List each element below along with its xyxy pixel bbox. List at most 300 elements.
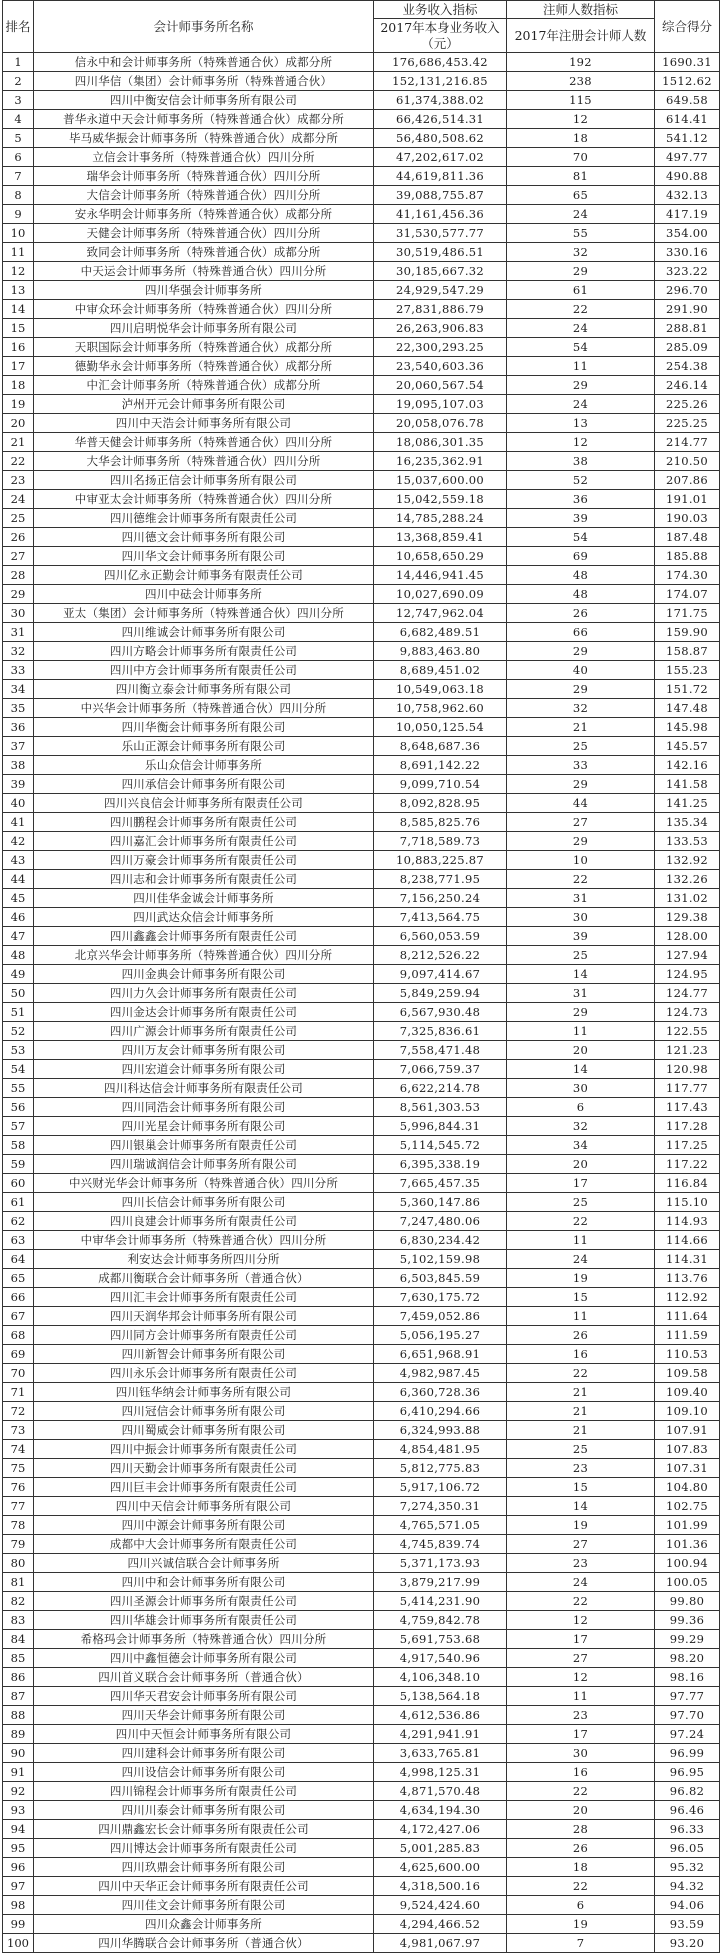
rank-cell: 12 (3, 262, 34, 281)
header-cpa-group: 注师人数指标 (507, 1, 655, 19)
table-row (3, 528, 720, 547)
rank-cell: 97 (3, 1877, 34, 1896)
score-cell: 171.75 (655, 604, 720, 623)
cpa-count-cell: 26 (507, 604, 655, 623)
table-row (3, 1763, 720, 1782)
firm-name-cell: 四川兴良信会计师事务所有限责任公司 (34, 794, 374, 813)
header-rank: 排名 (3, 1, 34, 53)
score-cell: 323.22 (655, 262, 720, 281)
firm-name-cell: 四川亿永正勤会计师事务有限责任公司 (34, 566, 374, 585)
rank-cell: 38 (3, 756, 34, 775)
table-row (3, 1117, 720, 1136)
score-cell: 97.77 (655, 1687, 720, 1706)
score-cell: 190.03 (655, 509, 720, 528)
firm-name-cell: 四川中方会计师事务所有限责任公司 (34, 661, 374, 680)
rank-cell: 50 (3, 984, 34, 1003)
score-cell: 159.90 (655, 623, 720, 642)
cpa-count-cell: 54 (507, 528, 655, 547)
cpa-count-cell: 19 (507, 1269, 655, 1288)
score-cell: 113.76 (655, 1269, 720, 1288)
cpa-count-cell: 29 (507, 832, 655, 851)
score-cell: 117.43 (655, 1098, 720, 1117)
rank-cell: 29 (3, 585, 34, 604)
revenue-cell: 5,056,195.27 (374, 1326, 507, 1345)
rank-cell: 35 (3, 699, 34, 718)
score-cell: 97.70 (655, 1706, 720, 1725)
cpa-count-cell: 25 (507, 946, 655, 965)
rank-cell: 19 (3, 395, 34, 414)
rank-cell: 59 (3, 1155, 34, 1174)
table-row (3, 1687, 720, 1706)
table-row (3, 300, 720, 319)
cpa-count-cell: 33 (507, 756, 655, 775)
revenue-cell: 7,459,052.86 (374, 1307, 507, 1326)
revenue-cell: 4,765,571.05 (374, 1516, 507, 1535)
table-row (3, 1459, 720, 1478)
rank-cell: 79 (3, 1535, 34, 1554)
table-row (3, 1402, 720, 1421)
revenue-cell: 5,414,231.90 (374, 1592, 507, 1611)
table-row (3, 167, 720, 186)
cpa-count-cell: 30 (507, 908, 655, 927)
rank-cell: 88 (3, 1706, 34, 1725)
firm-name-cell: 乐山正源会计师事务所有限公司 (34, 737, 374, 756)
score-cell: 122.55 (655, 1022, 720, 1041)
score-cell: 117.77 (655, 1079, 720, 1098)
revenue-cell: 5,917,106.72 (374, 1478, 507, 1497)
table-row (3, 1250, 720, 1269)
rank-cell: 90 (3, 1744, 34, 1763)
revenue-cell: 8,689,451.02 (374, 661, 507, 680)
revenue-cell: 22,300,293.25 (374, 338, 507, 357)
cpa-count-cell: 40 (507, 661, 655, 680)
rank-cell: 22 (3, 452, 34, 471)
cpa-count-cell: 20 (507, 1041, 655, 1060)
cpa-count-cell: 36 (507, 490, 655, 509)
score-cell: 541.12 (655, 129, 720, 148)
header-revenue-group: 业务收入指标 (374, 1, 507, 19)
firm-name-cell: 立信会计事务所（特殊普通合伙）四川分所 (34, 148, 374, 167)
score-cell: 296.70 (655, 281, 720, 300)
rank-cell: 10 (3, 224, 34, 243)
score-cell: 121.23 (655, 1041, 720, 1060)
table-row (3, 148, 720, 167)
score-cell: 174.30 (655, 566, 720, 585)
cpa-count-cell: 11 (507, 1022, 655, 1041)
score-cell: 210.50 (655, 452, 720, 471)
score-cell: 614.41 (655, 110, 720, 129)
table-row (3, 699, 720, 718)
cpa-count-cell: 22 (507, 300, 655, 319)
revenue-cell: 31,530,577.77 (374, 224, 507, 243)
table-header (3, 1, 720, 53)
cpa-count-cell: 24 (507, 319, 655, 338)
score-cell: 99.36 (655, 1611, 720, 1630)
table-row (3, 1212, 720, 1231)
table-row (3, 794, 720, 813)
firm-name-cell: 四川同方会计师事务所有限责任公司 (34, 1326, 374, 1345)
rank-cell: 65 (3, 1269, 34, 1288)
table-row (3, 870, 720, 889)
revenue-cell: 152,131,216.85 (374, 72, 507, 91)
firm-name-cell: 中汇会计师事务所（特殊普通合伙）成都分所 (34, 376, 374, 395)
rank-cell: 17 (3, 357, 34, 376)
score-cell: 96.33 (655, 1820, 720, 1839)
rank-cell: 89 (3, 1725, 34, 1744)
rank-cell: 51 (3, 1003, 34, 1022)
score-cell: 93.59 (655, 1915, 720, 1934)
score-cell: 291.90 (655, 300, 720, 319)
firm-name-cell: 四川中和会计师事务所有限公司 (34, 1573, 374, 1592)
table-row (3, 1630, 720, 1649)
cpa-count-cell: 34 (507, 1136, 655, 1155)
revenue-cell: 5,360,147.86 (374, 1193, 507, 1212)
score-cell: 490.88 (655, 167, 720, 186)
cpa-count-cell: 16 (507, 1763, 655, 1782)
score-cell: 141.25 (655, 794, 720, 813)
revenue-cell: 4,745,839.74 (374, 1535, 507, 1554)
table-row (3, 338, 720, 357)
cpa-count-cell: 31 (507, 889, 655, 908)
firm-name-cell: 四川天润华邦会计师事务所有限公司 (34, 1307, 374, 1326)
revenue-cell: 7,325,836.61 (374, 1022, 507, 1041)
cpa-count-cell: 12 (507, 433, 655, 452)
revenue-cell: 10,549,063.18 (374, 680, 507, 699)
cpa-count-cell: 16 (507, 1345, 655, 1364)
revenue-cell: 6,410,294.66 (374, 1402, 507, 1421)
firm-name-cell: 四川长信会计师事务所有限公司 (34, 1193, 374, 1212)
score-cell: 133.53 (655, 832, 720, 851)
cpa-count-cell: 14 (507, 965, 655, 984)
revenue-cell: 5,102,159.98 (374, 1250, 507, 1269)
table-row (3, 433, 720, 452)
cpa-count-cell: 24 (507, 205, 655, 224)
table-row (3, 1041, 720, 1060)
cpa-count-cell: 66 (507, 623, 655, 642)
revenue-cell: 9,099,710.54 (374, 775, 507, 794)
revenue-cell: 9,883,463.80 (374, 642, 507, 661)
table-row (3, 1535, 720, 1554)
revenue-cell: 47,202,617.02 (374, 148, 507, 167)
score-cell: 104.80 (655, 1478, 720, 1497)
table-row (3, 1649, 720, 1668)
revenue-cell: 5,812,775.83 (374, 1459, 507, 1478)
cpa-count-cell: 52 (507, 471, 655, 490)
revenue-cell: 15,037,600.00 (374, 471, 507, 490)
table-row (3, 1003, 720, 1022)
revenue-cell: 4,854,481.95 (374, 1440, 507, 1459)
cpa-count-cell: 28 (507, 1820, 655, 1839)
cpa-count-cell: 18 (507, 129, 655, 148)
table-row (3, 1022, 720, 1041)
revenue-cell: 6,360,728.36 (374, 1383, 507, 1402)
table-row (3, 1269, 720, 1288)
rank-cell: 18 (3, 376, 34, 395)
score-cell: 128.00 (655, 927, 720, 946)
firm-name-cell: 四川兴诚信联合会计师事务所 (34, 1554, 374, 1573)
score-cell: 288.81 (655, 319, 720, 338)
header-firm-name: 会计师事务所名称 (34, 1, 374, 53)
cpa-count-cell: 13 (507, 414, 655, 433)
rank-cell: 25 (3, 509, 34, 528)
firm-name-cell: 中审众环会计师事务所（特殊普通合伙）四川分所 (34, 300, 374, 319)
firm-name-cell: 四川华雄会计师事务所有限责任公司 (34, 1611, 374, 1630)
score-cell: 98.20 (655, 1649, 720, 1668)
firm-name-cell: 四川金达会计师事务所有限责任公司 (34, 1003, 374, 1022)
revenue-cell: 5,001,285.83 (374, 1839, 507, 1858)
firm-name-cell: 中天运会计师事务所（特殊普通合伙）四川分所 (34, 262, 374, 281)
score-cell: 102.75 (655, 1497, 720, 1516)
firm-name-cell: 成都中大会计师事务所有限责任公司 (34, 1535, 374, 1554)
firm-name-cell: 四川方略会计师事务所有限责任公司 (34, 642, 374, 661)
score-cell: 330.16 (655, 243, 720, 262)
revenue-cell: 4,106,348.10 (374, 1668, 507, 1687)
table-row (3, 965, 720, 984)
table-row (3, 756, 720, 775)
revenue-cell: 7,718,589.73 (374, 832, 507, 851)
cpa-count-cell: 22 (507, 870, 655, 889)
firm-name-cell: 四川中天恒会计师事务所有限公司 (34, 1725, 374, 1744)
firm-name-cell: 中兴华会计师事务所（特殊普通合伙）四川分所 (34, 699, 374, 718)
cpa-count-cell: 55 (507, 224, 655, 243)
rank-cell: 49 (3, 965, 34, 984)
cpa-count-cell: 21 (507, 1421, 655, 1440)
table-row (3, 509, 720, 528)
firm-name-cell: 四川博达会计师事务所有限责任公司 (34, 1839, 374, 1858)
score-cell: 107.91 (655, 1421, 720, 1440)
cpa-count-cell: 48 (507, 585, 655, 604)
score-cell: 135.34 (655, 813, 720, 832)
firm-name-cell: 希格玛会计师事务所（特殊普通合伙）四川分所 (34, 1630, 374, 1649)
revenue-cell: 8,585,825.76 (374, 813, 507, 832)
rank-cell: 61 (3, 1193, 34, 1212)
firm-name-cell: 利安达会计师事务所四川分所 (34, 1250, 374, 1269)
revenue-cell: 6,682,489.51 (374, 623, 507, 642)
firm-name-cell: 天健会计师事务所（特殊普通合伙）四川分所 (34, 224, 374, 243)
revenue-cell: 41,161,456.36 (374, 205, 507, 224)
firm-name-cell: 四川众鑫会计师事务所 (34, 1915, 374, 1934)
revenue-cell: 6,651,968.91 (374, 1345, 507, 1364)
score-cell: 96.82 (655, 1782, 720, 1801)
table-row (3, 186, 720, 205)
cpa-count-cell: 24 (507, 1573, 655, 1592)
rank-cell: 41 (3, 813, 34, 832)
cpa-count-cell: 22 (507, 1877, 655, 1896)
firm-name-cell: 四川科达信会计师事务所有限责任公司 (34, 1079, 374, 1098)
firm-name-cell: 乐山众信会计师事务所 (34, 756, 374, 775)
cpa-count-cell: 29 (507, 376, 655, 395)
firm-name-cell: 四川巨丰会计师事务所有限责任公司 (34, 1478, 374, 1497)
header-revenue-2017: 2017年本身业务收入（元） (374, 19, 507, 53)
cpa-count-cell: 25 (507, 1440, 655, 1459)
firm-name-cell: 四川宏道会计师事务所有限公司 (34, 1060, 374, 1079)
table-row (3, 1934, 720, 1953)
firm-name-cell: 四川圣源会计师事务所有限责任公司 (34, 1592, 374, 1611)
table-row (3, 243, 720, 262)
rank-cell: 83 (3, 1611, 34, 1630)
score-cell: 110.53 (655, 1345, 720, 1364)
rank-cell: 40 (3, 794, 34, 813)
score-cell: 191.01 (655, 490, 720, 509)
rank-cell: 13 (3, 281, 34, 300)
cpa-count-cell: 39 (507, 927, 655, 946)
rank-cell: 66 (3, 1288, 34, 1307)
table-row (3, 1136, 720, 1155)
table-row (3, 262, 720, 281)
revenue-cell: 13,368,859.41 (374, 528, 507, 547)
cpa-count-cell: 14 (507, 1497, 655, 1516)
rank-cell: 20 (3, 414, 34, 433)
score-cell: 145.57 (655, 737, 720, 756)
cpa-count-cell: 32 (507, 699, 655, 718)
score-cell: 417.19 (655, 205, 720, 224)
table-row (3, 53, 720, 72)
score-cell: 117.25 (655, 1136, 720, 1155)
score-cell: 96.95 (655, 1763, 720, 1782)
cpa-count-cell: 17 (507, 1630, 655, 1649)
table-row (3, 110, 720, 129)
firm-name-cell: 亚太（集团）会计师事务所（特殊普通合伙）四川分所 (34, 604, 374, 623)
revenue-cell: 6,830,234.42 (374, 1231, 507, 1250)
score-cell: 116.84 (655, 1174, 720, 1193)
table-row (3, 1307, 720, 1326)
table-row (3, 775, 720, 794)
rank-cell: 7 (3, 167, 34, 186)
table-row (3, 1573, 720, 1592)
rank-cell: 5 (3, 129, 34, 148)
revenue-cell: 7,066,759.37 (374, 1060, 507, 1079)
firm-name-cell: 安永华明会计师事务所（特殊普通合伙）成都分所 (34, 205, 374, 224)
cpa-count-cell: 22 (507, 1364, 655, 1383)
rank-cell: 84 (3, 1630, 34, 1649)
rank-cell: 4 (3, 110, 34, 129)
firm-name-cell: 四川玖鼎会计师事务所有限公司 (34, 1858, 374, 1877)
firm-name-cell: 四川银巢会计师事务所有限责任公司 (34, 1136, 374, 1155)
rank-cell: 74 (3, 1440, 34, 1459)
score-cell: 100.94 (655, 1554, 720, 1573)
revenue-cell: 4,634,194.30 (374, 1801, 507, 1820)
revenue-cell: 39,088,755.87 (374, 186, 507, 205)
score-cell: 158.87 (655, 642, 720, 661)
score-cell: 99.29 (655, 1630, 720, 1649)
cpa-count-cell: 18 (507, 1858, 655, 1877)
revenue-cell: 5,138,564.18 (374, 1687, 507, 1706)
rank-cell: 55 (3, 1079, 34, 1098)
table-row (3, 1516, 720, 1535)
firm-name-cell: 四川启明悦华会计师事务所有限公司 (34, 319, 374, 338)
firm-name-cell: 四川蜀威会计师事务所有限公司 (34, 1421, 374, 1440)
firm-name-cell: 四川万友会计师事务所有限公司 (34, 1041, 374, 1060)
cpa-count-cell: 12 (507, 1611, 655, 1630)
cpa-count-cell: 54 (507, 338, 655, 357)
revenue-cell: 20,058,076.78 (374, 414, 507, 433)
rank-cell: 42 (3, 832, 34, 851)
revenue-cell: 4,982,987.45 (374, 1364, 507, 1383)
cpa-count-cell: 20 (507, 1801, 655, 1820)
cpa-count-cell: 6 (507, 1098, 655, 1117)
score-cell: 124.77 (655, 984, 720, 1003)
revenue-cell: 10,027,690.09 (374, 585, 507, 604)
table-row (3, 1440, 720, 1459)
revenue-cell: 4,998,125.31 (374, 1763, 507, 1782)
table-row (3, 889, 720, 908)
cpa-count-cell: 10 (507, 851, 655, 870)
table-row (3, 718, 720, 737)
revenue-cell: 6,395,338.19 (374, 1155, 507, 1174)
rank-cell: 96 (3, 1858, 34, 1877)
firm-name-cell: 四川中天信会计师事务所有限公司 (34, 1497, 374, 1516)
cpa-count-cell: 11 (507, 357, 655, 376)
cpa-count-cell: 26 (507, 1326, 655, 1345)
cpa-count-cell: 17 (507, 1174, 655, 1193)
table-row (3, 623, 720, 642)
revenue-cell: 3,879,217.99 (374, 1573, 507, 1592)
firm-name-cell: 四川设信会计师事务所有限公司 (34, 1763, 374, 1782)
revenue-cell: 4,612,536.86 (374, 1706, 507, 1725)
rank-cell: 91 (3, 1763, 34, 1782)
firm-name-cell: 四川永乐会计师事务所有限责任公司 (34, 1364, 374, 1383)
revenue-cell: 5,114,545.72 (374, 1136, 507, 1155)
firm-name-cell: 大华会计师事务所（特殊普通合伙）四川分所 (34, 452, 374, 471)
rank-cell: 44 (3, 870, 34, 889)
table-row (3, 1744, 720, 1763)
revenue-cell: 4,172,427.06 (374, 1820, 507, 1839)
revenue-cell: 10,658,650.29 (374, 547, 507, 566)
table-row (3, 376, 720, 395)
table-row (3, 1098, 720, 1117)
score-cell: 114.31 (655, 1250, 720, 1269)
firm-name-cell: 四川瑞诚润信会计师事务所有限公司 (34, 1155, 374, 1174)
cpa-count-cell: 115 (507, 91, 655, 110)
revenue-cell: 6,567,930.48 (374, 1003, 507, 1022)
cpa-count-cell: 7 (507, 1934, 655, 1953)
rank-cell: 1 (3, 53, 34, 72)
cpa-count-cell: 61 (507, 281, 655, 300)
rank-cell: 46 (3, 908, 34, 927)
firm-name-cell: 四川鹏程会计师事务所有限责任公司 (34, 813, 374, 832)
table-row (3, 1820, 720, 1839)
rank-cell: 71 (3, 1383, 34, 1402)
revenue-cell: 7,156,250.24 (374, 889, 507, 908)
rank-cell: 21 (3, 433, 34, 452)
rank-cell: 98 (3, 1896, 34, 1915)
firm-name-cell: 四川佳华金诚会计师事务所 (34, 889, 374, 908)
rank-cell: 56 (3, 1098, 34, 1117)
rank-cell: 77 (3, 1497, 34, 1516)
rank-cell: 85 (3, 1649, 34, 1668)
revenue-cell: 7,665,457.35 (374, 1174, 507, 1193)
score-cell: 97.24 (655, 1725, 720, 1744)
firm-name-cell: 四川鑫鑫会计师事务所有限责任公司 (34, 927, 374, 946)
cpa-count-cell: 27 (507, 813, 655, 832)
revenue-cell: 23,540,603.36 (374, 357, 507, 376)
score-cell: 185.88 (655, 547, 720, 566)
score-cell: 111.59 (655, 1326, 720, 1345)
cpa-count-cell: 14 (507, 1060, 655, 1079)
table-row (3, 224, 720, 243)
table-row (3, 1060, 720, 1079)
score-cell: 1512.62 (655, 72, 720, 91)
firm-name-cell: 四川天华会计师事务所有限公司 (34, 1706, 374, 1725)
cpa-count-cell: 22 (507, 1212, 655, 1231)
rank-cell: 3 (3, 91, 34, 110)
firm-name-cell: 四川华文会计师事务所有限公司 (34, 547, 374, 566)
firm-name-cell: 中兴财光华会计师事务所（特殊普通合伙）四川分所 (34, 1174, 374, 1193)
score-cell: 207.86 (655, 471, 720, 490)
rank-cell: 52 (3, 1022, 34, 1041)
table-row (3, 1155, 720, 1174)
rank-cell: 58 (3, 1136, 34, 1155)
